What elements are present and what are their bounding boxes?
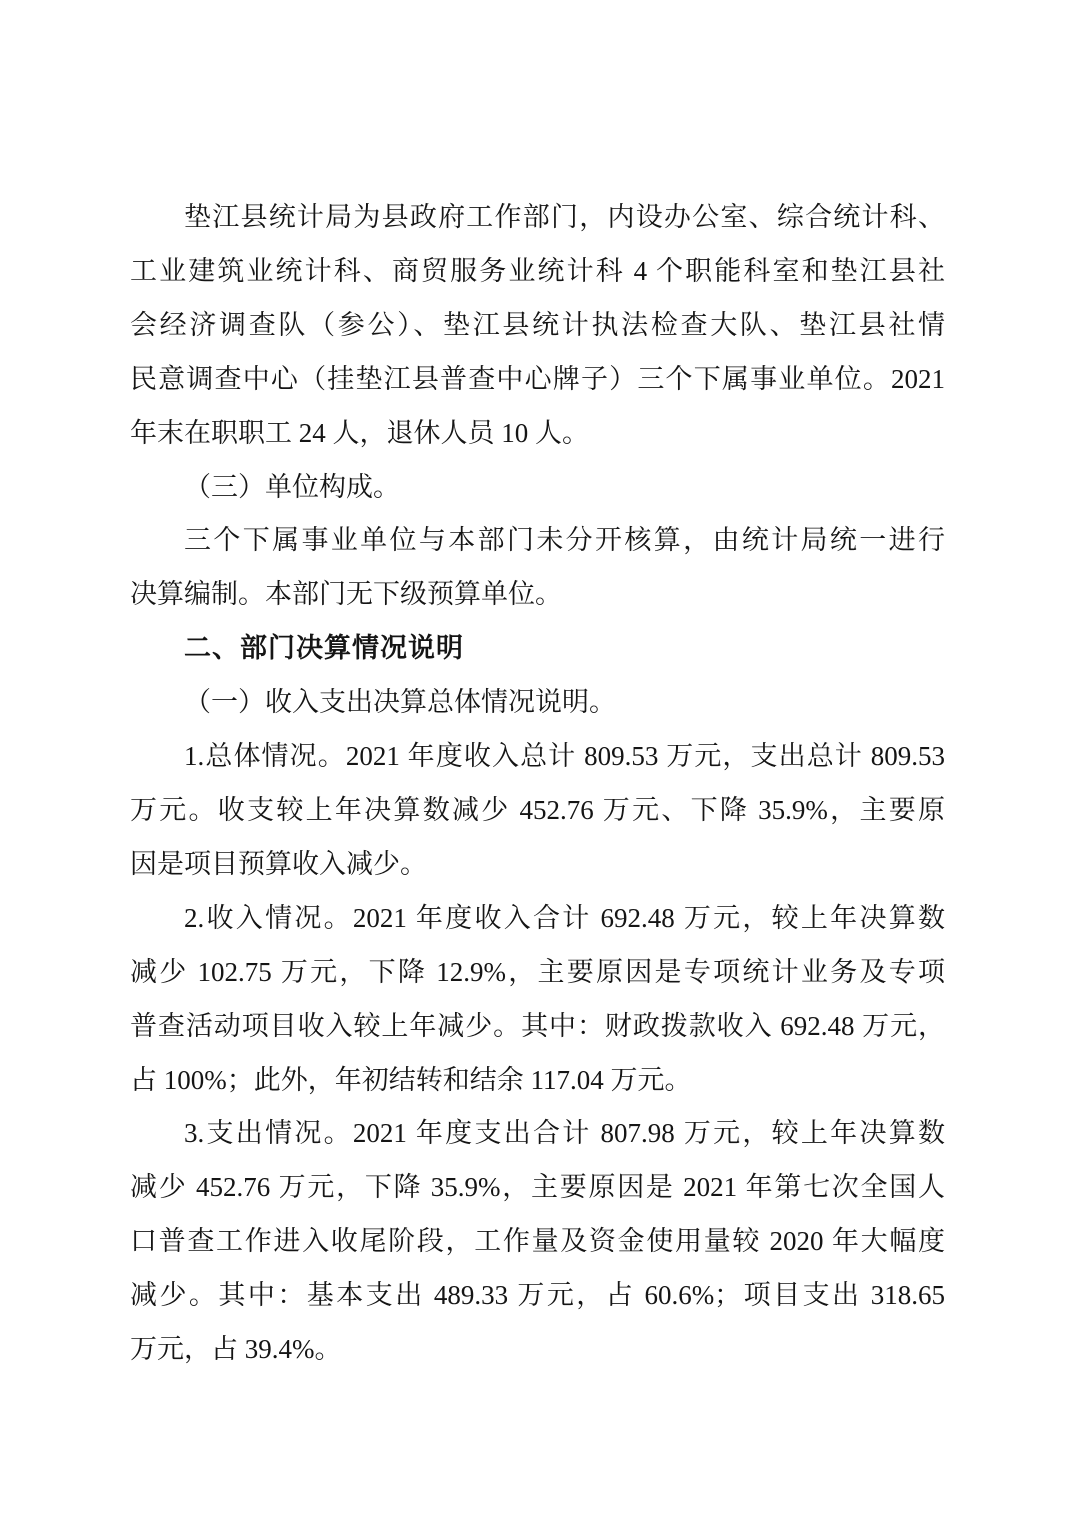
text-line: 占 100%；此外，年初结转和结余 117.04 万元。 — [130, 1064, 692, 1095]
text-line: （三）单位构成。 — [184, 471, 400, 502]
text-line: 2.收入情况。2021 年度收入合计 692.48 万元，较上年决算数 — [184, 902, 945, 933]
subheading-unit-composition — [130, 461, 945, 515]
text-line: 万元。收支较上年决算数减少 452.76 万元、下降 35.9%，主要原 — [130, 794, 945, 825]
text-line: 普查活动项目收入较上年减少。其中：财政拨款收入 692.48 万元， — [130, 1010, 945, 1041]
subheading-income-expenditure-overview — [130, 676, 945, 730]
text-line: 减少。其中：基本支出 489.33 万元，占 60.6%；项目支出 318.65 — [130, 1280, 945, 1311]
document-text-block — [130, 191, 945, 1377]
text-line: 口普查工作进入收尾阶段，工作量及资金使用量较 2020 年大幅度 — [130, 1226, 945, 1257]
paragraph-department-overview — [130, 191, 945, 461]
text-line: （一）收入支出决算总体情况说明。 — [184, 687, 616, 718]
text-line: 三个下属事业单位与本部门未分开核算，由统计局统一进行 — [184, 525, 945, 556]
paragraph-unit-accounting — [130, 514, 945, 622]
text-line: 减少 452.76 万元，下降 35.9%，主要原因是 2021 年第七次全国人 — [130, 1172, 945, 1203]
text-line: 年末在职职工 24 人，退休人员 10 人。 — [130, 417, 589, 448]
section-heading-text: 二、部门决算情况说明 — [184, 633, 464, 664]
paragraph-income-situation — [130, 892, 945, 1108]
paragraph-expenditure-situation — [130, 1107, 945, 1377]
section-heading-final-accounts-explanation — [130, 622, 945, 676]
text-line: 万元，占 39.4%。 — [130, 1334, 342, 1365]
text-line: 3.支出情况。2021 年度支出合计 807.98 万元，较上年决算数 — [184, 1118, 945, 1149]
paragraph-overall-situation — [130, 730, 945, 892]
text-line: 民意调查中心（挂垫江县普查中心牌子）三个下属事业单位。2021 — [130, 363, 945, 394]
text-line: 1.总体情况。2021 年度收入总计 809.53 万元，支出总计 809.53 — [184, 741, 945, 772]
text-line: 工业建筑业统计科、商贸服务业统计科 4 个职能科室和垫江县社 — [130, 255, 945, 286]
text-line: 垫江县统计局为县政府工作部门，内设办公室、综合统计科、 — [184, 202, 945, 232]
text-line: 会经济调查队（参公）、垫江县统计执法检查大队、垫江县社情 — [130, 309, 945, 340]
text-line: 因是项目预算收入减少。 — [130, 848, 427, 879]
text-line: 决算编制。本部门无下级预算单位。 — [130, 579, 562, 610]
text-line: 减少 102.75 万元，下降 12.9%，主要原因是专项统计业务及专项 — [130, 956, 945, 987]
